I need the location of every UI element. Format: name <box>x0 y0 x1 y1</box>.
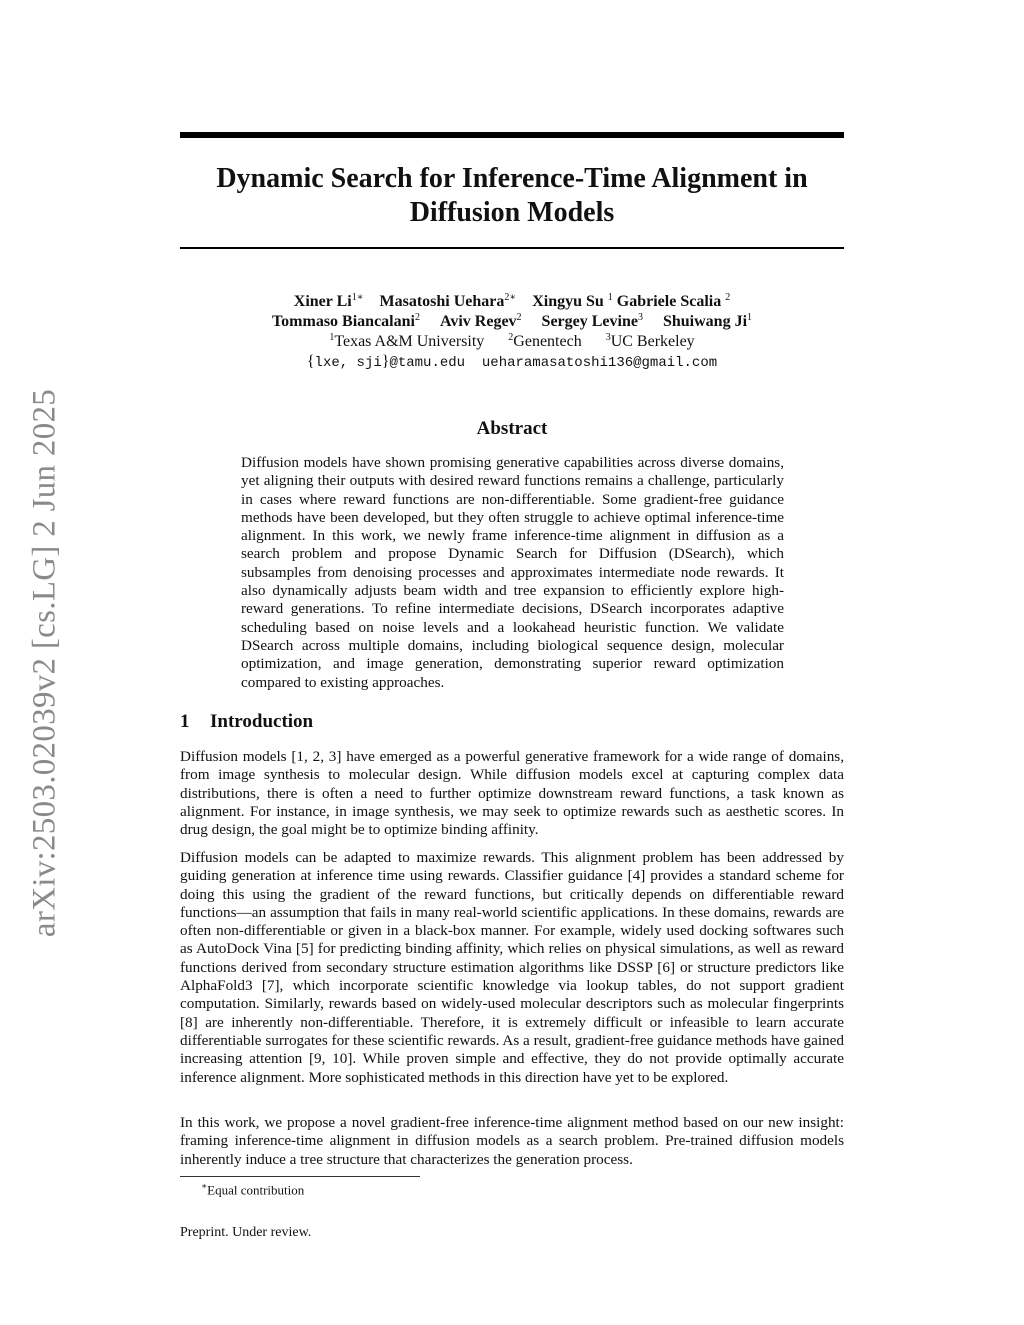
author-affiliation-mark: 1 <box>607 292 613 303</box>
email-group[interactable]: lxe, sji <box>314 355 382 371</box>
affiliation-name: Genentech <box>513 333 582 350</box>
preprint-note: Preprint. Under review. <box>180 1225 312 1240</box>
affiliation-mark: 1 <box>329 332 335 343</box>
affiliations <box>180 332 844 352</box>
author-affiliation-mark: 2 <box>725 292 731 303</box>
author-name: Aviv Regev <box>439 313 517 330</box>
author-name: Masatoshi Uehara <box>379 293 505 310</box>
authors-line-2 <box>180 312 844 332</box>
paper-title: Dynamic Search for Inference-Time Alignment in Diffusion Models <box>216 163 808 228</box>
author-name: Shuiwang Ji <box>662 313 748 330</box>
footnote-text: Equal contribution <box>207 1182 305 1198</box>
affiliation-mark: 3 <box>605 332 611 343</box>
footnote-rule <box>180 1176 420 1177</box>
affiliation-mark: 2 <box>508 332 514 343</box>
authors-line-1 <box>180 292 844 312</box>
intro-paragraph-1: Diffusion models [1, 2, 3] have emerged as a powerful generative framework for a wide range of domains, from image synthesis to molecular design. While diffusion models excel at capturing complex data distributions, there is often a need to further optimize downstream reward functions, a task known as alignment. For instance, in image synthesis, we may seek to optimize rewards such as aesthetic scores. In drug design, the goal might be to optimize binding affinity. <box>180 748 844 839</box>
affiliation-name: UC Berkeley <box>610 333 695 350</box>
footnote <box>201 1181 304 1198</box>
author-affiliation-mark: 3 <box>637 312 643 323</box>
title-bottom-rule <box>180 247 844 249</box>
section-heading <box>180 711 313 733</box>
section-title: Introduction <box>210 711 314 732</box>
intro-paragraph-2: Diffusion models can be adapted to maximize rewards. This alignment problem has been addressed by guiding generation at inference time using rewards. Classifier guidance [4] provides a standard scheme for doing this using the gradient of the reward functions, but critically depends on differentiable reward functions—an assumption that fails in many real-world scientific applications. In these domains, rewards are often non-differentiable or given in a black-box manner. For example, widely used docking softwares such as AutoDock Vina [5] for predicting binding affinity, which relies on physical simulations, as well as reward functions derived from secondary structure estimation algorithms like DSSP [6] or structure predictors like AlphaFold3 [7], which incorporate scientific knowledge via lookup tables, do not support gradient computation. Similarly, rewards based on widely-used molecular descriptors such as molecular fingerprints [8] are inherently non-differentiable. Therefore, it is extremely difficult or infeasible to learn accurate differentiable surrogates for these scientific rewards. As a result, gradient-free guidance methods have gained increasing attention [9, 10]. While proven simple and effective, they do not provide optimally accurate inference alignment. More sophisticated methods in this direction have yet to be explored. <box>180 849 844 1086</box>
author-affiliation-mark: 2 <box>516 312 522 323</box>
author-block <box>180 292 844 373</box>
author-emails: {lxe, sji}@tamu.edu ueharamasatoshi136@gmail.com <box>306 353 718 371</box>
author-affiliation-mark: 1 <box>747 312 753 323</box>
author-name: Tommaso Biancalani <box>271 313 415 330</box>
author-name: Xingyu Su <box>532 293 604 310</box>
email-domain[interactable]: @tamu.edu <box>389 355 466 371</box>
abstract-text: Diffusion models have shown promising generative capabilities across diverse domains, yet aligning their outputs with desired reward functions remains a challenge, particularly in cases where reward functions are non-differentiable. Some gradient-free guidance methods have been developed, but they often struggle to achieve optimal inference-time alignment. In this work, we newly frame inference-time alignment in diffusion as a search problem and propose Dynamic Search for Diffusion (DSearch), which subsamples from denoising processes and approximates intermediate node rewards. It also dynamically adjusts beam width and tree expansion to efficiently explore high-reward generations. To refine intermediate decisions, DSearch incorporates adaptive scheduling based on noise levels and a lookahead heuristic function. We validate DSearch across multiple domains, including biological sequence design, molecular optimization, and image generation, demonstrating superior reward optimization compared to existing approaches. <box>241 454 784 691</box>
author-name: Gabriele Scalia <box>616 293 722 310</box>
author-affiliation-mark: 2∗ <box>504 292 517 303</box>
author-name: Xiner Li <box>293 293 352 310</box>
arxiv-identifier: arXiv:2503.02039v2 [cs.LG] 2 Jun 2025 <box>26 388 63 938</box>
author-affiliation-mark: 1∗ <box>351 292 364 303</box>
section-number: 1 <box>180 711 190 732</box>
title-top-rule <box>180 132 844 138</box>
affiliation-name: Texas A&M University <box>334 333 485 350</box>
intro-paragraph-3: In this work, we propose a novel gradient-free inference-time alignment method based on our new insight: framing inference-time alignment in diffusion models as a search problem. Pre-trained diffusion models inherently induce a tree structure that characterizes the generation process. <box>180 1114 844 1168</box>
author-name: Sergey Levine <box>541 313 638 330</box>
email-address[interactable]: ueharamasatoshi136@gmail.com <box>481 355 718 371</box>
footnote-mark: ∗ <box>201 1181 208 1191</box>
author-affiliation-mark: 2 <box>414 312 420 323</box>
abstract-heading: Abstract <box>476 418 548 439</box>
